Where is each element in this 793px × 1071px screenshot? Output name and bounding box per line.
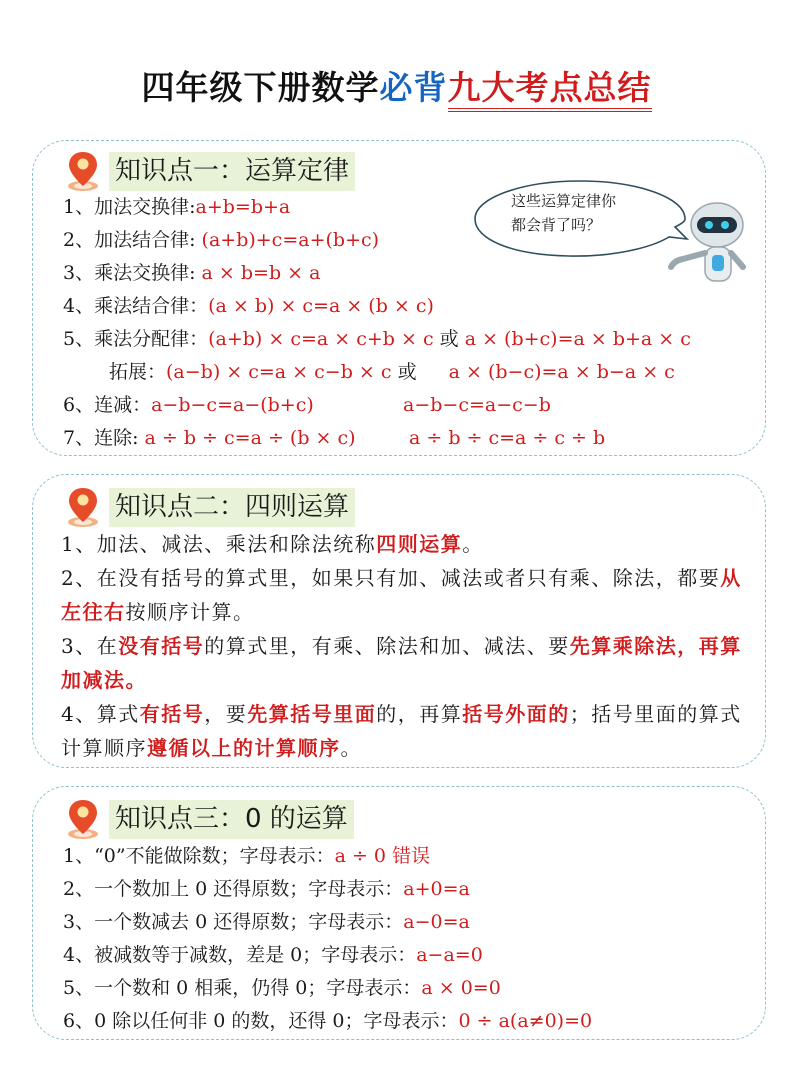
section-title: 知识点一：运算定律 <box>109 152 355 191</box>
law-line: 5、乘法分配律：(a+b) × c=a × c+b × c 或 a × (b+c)=a × b+a × c <box>63 328 691 350</box>
rule-paragraph: 1、加法、减法、乘法和除法统称四则运算。 <box>61 532 484 556</box>
bubble-text: 这些运算定律你 都会背了吗？ <box>511 192 617 234</box>
law-line: 4、乘法结合律：(a × b) × c=a × (b × c) <box>63 295 434 317</box>
section-heading <box>63 149 355 193</box>
title-part-2: 必背 <box>379 68 448 107</box>
section-heading <box>63 797 354 841</box>
zero-rule-line: 3、一个数减去 0 还得原数；字母表示：a−0=a <box>63 911 470 933</box>
location-pin-icon <box>63 485 103 529</box>
section-title: 知识点二：四则运算 <box>109 488 355 527</box>
zero-rule-line: 6、0 除以任何非 0 的数，还得 0；字母表示：0 ÷ a(a≠0)=0 <box>63 1010 593 1032</box>
rule-paragraph: 3、在没有括号的算式里，有乘、除法和加、减法、要先算乘除法，再算加减法。 <box>61 634 742 692</box>
location-pin-icon <box>63 149 103 193</box>
section-zero-operations <box>32 786 766 1040</box>
zero-rule-line: 4、被减数等于减数，差是 0；字母表示：a−a=0 <box>63 944 483 966</box>
title-part-1: 四年级下册数学 <box>141 68 380 107</box>
law-line: 7、连除: a ÷ b ÷ c=a ÷ (b × c) <box>63 427 356 449</box>
zero-rule-line: 1、“0”不能做除数；字母表示：a ÷ 0 错误 <box>63 845 431 867</box>
location-pin-icon <box>63 797 103 841</box>
law-line-alt: a ÷ b ÷ c=a ÷ c ÷ b <box>409 427 606 449</box>
law-line: 拓展：(a−b) × c=a × c−b × c 或 a × (b−c)=a × b−a × c <box>109 361 675 383</box>
law-line: 2、加法结合律: (a+b)+c=a+(b+c) <box>63 229 380 251</box>
title-part-3: 九大考点总结 <box>448 68 652 112</box>
law-line-alt: a−b−c=a−c−b <box>403 394 551 416</box>
section-heading <box>63 485 355 529</box>
section-four-operations <box>32 474 766 768</box>
zero-rule-line: 5、一个数和 0 相乘，仍得 0；字母表示：a × 0=0 <box>63 977 501 999</box>
law-line: 3、乘法交换律: a × b=b × a <box>63 262 321 284</box>
rule-paragraph: 2、在没有括号的算式里，如果只有加、减法或者只有乘、除法，都要从左往右按顺序计算。 <box>61 566 742 624</box>
law-line: 6、连减：a−b−c=a−(b+c) <box>63 394 314 416</box>
section-title: 知识点三：0 的运算 <box>109 800 354 839</box>
robot-mascot-icon <box>661 197 757 293</box>
rule-paragraph: 4、算式有括号，要先算括号里面的，再算括号外面的；括号里面的算式计算顺序遵循以上的计算顺序。 <box>61 702 742 760</box>
zero-rule-line: 2、一个数加上 0 还得原数；字母表示：a+0=a <box>63 878 470 900</box>
page-title <box>0 62 793 109</box>
law-line: 1、加法交换律:a+b=b+a <box>63 196 291 218</box>
section-operation-laws <box>32 140 766 456</box>
